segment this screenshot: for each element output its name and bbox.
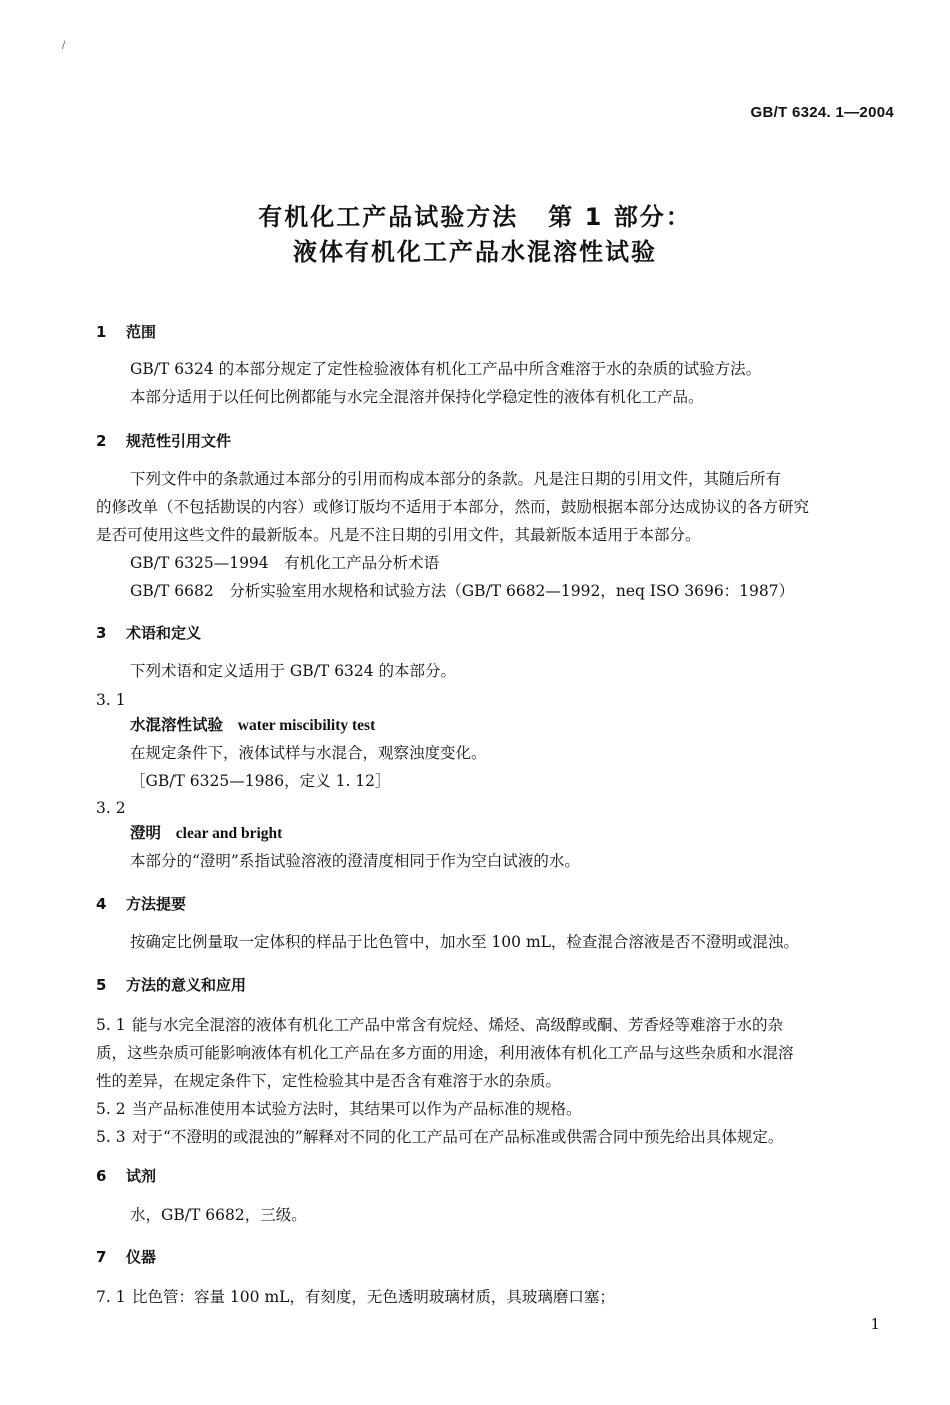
term-3-2-term: 澄明 (130, 824, 162, 842)
clause-number: 5. 1 (96, 1016, 126, 1034)
section-title: 试剂 (126, 1167, 157, 1185)
section-1-para-1: GB/T 6324 的本部分规定了定性检验液体有机化工产品中所含难溶于水的杂质的试验方法。 (130, 360, 762, 378)
term-3-2-number: 3. 2 (96, 799, 126, 817)
term-3-1-entry (130, 711, 375, 740)
section-title: 方法的意义和应用 (126, 976, 247, 994)
clause-7-1 (96, 1283, 894, 1311)
clause-text: 当产品标准使用本试验方法时，其结果可以作为产品标准的规格。 (132, 1100, 582, 1118)
term-3-2-definition: 本部分的“澄明”系指试验溶液的澄清度相同于作为空白试液的水。 (130, 852, 580, 870)
reference-2: GB/T 6682 分析实验室用水规格和试验方法（GB/T 6682—1992，neq ISO 3696：1987） (130, 582, 795, 600)
section-2-para-line-3: 是否可使用这些文件的最新版本。凡是不注日期的引用文件，其最新版本适用于本部分。 (96, 526, 701, 544)
clause-5-2 (96, 1095, 894, 1123)
section-2-para-line-2: 的修改单（不包括勘误的内容）或修订版均不适用于本部分，然而，鼓励根据本部分达成协议的各方研究 (96, 498, 810, 516)
section-1-para-2: 本部分适用于以任何比例都能与水完全混溶并保持化学稳定性的液体有机化工产品。 (130, 388, 704, 406)
title-line-1 (0, 197, 950, 232)
section-2-para-line-1: 下列文件中的条款通过本部分的引用而构成本部分的条款。凡是注日期的引用文件，其随后所有 (130, 470, 782, 488)
standard-code: GB/T 6324. 1—2004 (750, 104, 894, 121)
section-number: 7 (96, 1248, 107, 1266)
clause-5-3 (96, 1123, 894, 1151)
clause-text: 能与水完全混溶的液体有机化工产品中常含有烷烃、烯烃、高级醇或酮、芳香烃等难溶于水的杂 (132, 1016, 784, 1034)
clause-5-1-line-1 (96, 1011, 894, 1039)
section-4-heading (96, 893, 186, 914)
section-number: 5 (96, 976, 107, 994)
section-2-heading (96, 430, 231, 451)
title-main: 有机化工产品试验方法 (258, 203, 519, 231)
section-number: 6 (96, 1167, 107, 1185)
section-number: 3 (96, 624, 107, 642)
reference-1: GB/T 6325—1994 有机化工产品分析术语 (130, 554, 440, 572)
section-7-heading (96, 1246, 156, 1267)
clause-number: 7. 1 (96, 1288, 126, 1306)
term-3-1-source: ［GB/T 6325—1986，定义 1. 12］ (130, 772, 391, 790)
clause-text: 比色管：容量 100 mL，有刻度，无色透明玻璃材质，具玻璃磨口塞； (132, 1288, 615, 1306)
clause-5-1-line-3: 性的差异，在规定条件下，定性检验其中是否含有难溶于水的杂质。 (96, 1072, 562, 1090)
clause-number: 5. 2 (96, 1100, 126, 1118)
clause-5-1-line-2: 质，这些杂质可能影响液体有机化工产品在多方面的用途，利用液体有机化工产品与这些杂质和水混溶 (96, 1044, 794, 1062)
section-1-heading (96, 321, 156, 342)
section-number: 1 (96, 323, 107, 341)
section-title: 术语和定义 (126, 624, 202, 642)
term-3-1-number: 3. 1 (96, 691, 126, 709)
term-3-1-english: water miscibility test (237, 717, 376, 734)
term-3-2-english: clear and bright (175, 825, 283, 842)
term-3-2-entry (130, 819, 282, 848)
section-title: 规范性引用文件 (126, 432, 232, 450)
title-line-2: 液体有机化工产品水混溶性试验 (293, 238, 657, 266)
section-title: 仪器 (126, 1248, 157, 1266)
page-number: 1 (870, 1315, 880, 1333)
term-3-1-term: 水混溶性试验 (130, 716, 224, 734)
term-3-1-definition: 在规定条件下，液体试样与水混合，观察浊度变化。 (130, 744, 487, 762)
clause-text: 对于“不澄明的或混浊的”解释对不同的化工产品可在产品标准或供需合同中预先给出具体规定。 (132, 1128, 784, 1146)
clause-number: 5. 3 (96, 1128, 126, 1146)
title-part: 第 1 部分： (548, 203, 692, 231)
section-4-para-1: 按确定比例量取一定体积的样品于比色管中，加水至 100 mL，检查混合溶液是否不澄明或混浊。 (130, 933, 799, 951)
section-number: 2 (96, 432, 107, 450)
section-5-heading (96, 974, 246, 995)
section-3-para-1: 下列术语和定义适用于 GB/T 6324 的本部分。 (130, 662, 457, 680)
section-title: 范围 (126, 323, 157, 341)
section-title: 方法提要 (126, 895, 187, 913)
section-3-heading (96, 622, 201, 643)
section-6-para-1: 水，GB/T 6682，三级。 (130, 1206, 307, 1224)
section-6-heading (96, 1165, 156, 1186)
section-number: 4 (96, 895, 107, 913)
scan-mark: / (62, 40, 66, 51)
